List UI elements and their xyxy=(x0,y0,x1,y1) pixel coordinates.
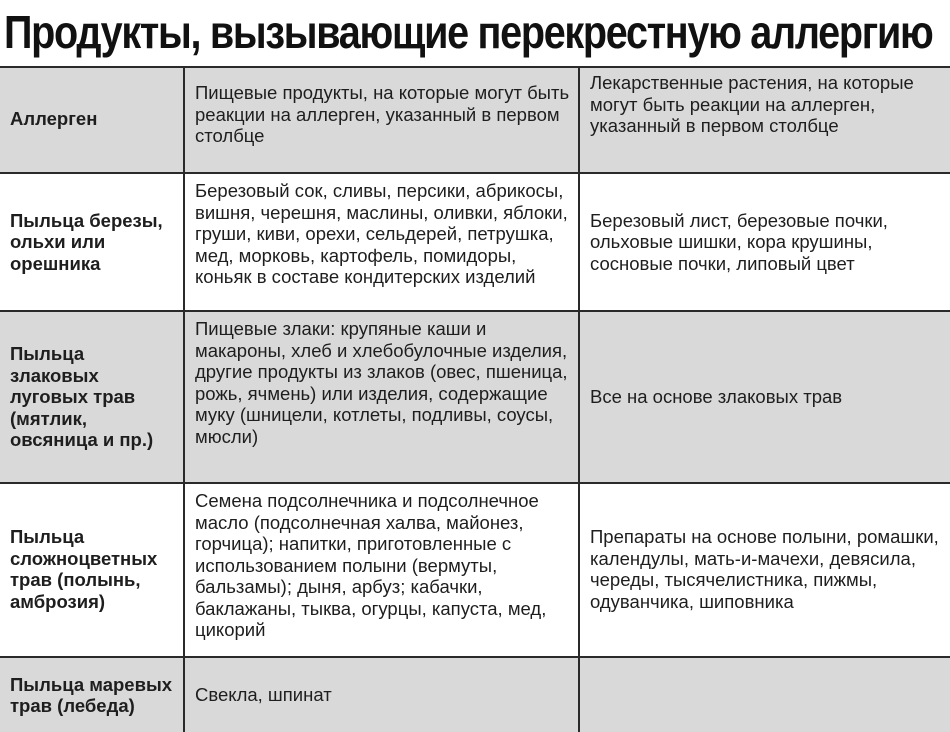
page-title: Продукты, вызывающие перекрестную аллергию xyxy=(4,6,933,58)
allergy-table xyxy=(0,66,950,732)
row-foods: Пищевые злаки: крупяные каши и макароны, хлеб и хлебобулочные изделия, другие продукты из злаков (овес, пшеница, рожь, ячмень) или изделия, содержащие муку (шницели, котлеты, подливы, соусы, мюсли) xyxy=(185,312,578,482)
row-allergen: Пыльца злаковых луговых трав (мятлик, овсяница и пр.) xyxy=(0,312,183,482)
column-divider xyxy=(183,66,185,732)
row-foods: Семена подсолнечника и подсолнечное масло (подсолнечная халва, майонез, горчица); напитки, приготовленные с использованием полыни (вермуты, бальзамы); дыня, арбуз; кабачки, баклажаны, тыква, огурцы, капуста, мед, цикорий xyxy=(185,484,578,654)
row-foods: Березовый сок, сливы, персики, абрикосы, вишня, черешня, маслины, оливки, яблоки, груши, киви, орехи, сельдерей, петрушка, мед, морковь, картофель, помидоры, коньяк в составе кондитерских изделий xyxy=(185,174,578,310)
row-divider xyxy=(0,482,950,484)
row-allergen: Пыльца березы, ольхи или орешника xyxy=(0,174,183,310)
row-divider xyxy=(0,310,950,312)
row-plants: Березовый лист, березовые почки, ольховые шишки, кора крушины, сосновые почки, липовый цвет xyxy=(580,174,950,310)
table-border-top xyxy=(0,66,950,68)
row-plants: Все на основе злаковых трав xyxy=(580,312,950,482)
row-plants xyxy=(580,658,950,732)
row-allergen: Пыльца маревых трав (лебеда) xyxy=(0,658,183,732)
header-foods: Пищевые продукты, на которые могут быть реакции на аллерген, указанный в первом столбце xyxy=(185,66,578,172)
row-foods: Свекла, шпинат xyxy=(185,658,578,732)
row-plants: Препараты на основе полыни, ромашки, календулы, мать-и-мачехи, девясила, череды, тысячелистника, пижмы, одуванчика, шиповника xyxy=(580,484,950,654)
header-allergen: Аллерген xyxy=(0,66,183,172)
column-divider xyxy=(578,66,580,732)
row-divider xyxy=(0,656,950,658)
row-allergen: Пыльца сложноцветных трав (полынь, амброзия) xyxy=(0,484,183,654)
row-divider xyxy=(0,172,950,174)
header-plants: Лекарственные растения, на которые могут быть реакции на аллерген, указанный в первом столбце xyxy=(580,66,950,172)
